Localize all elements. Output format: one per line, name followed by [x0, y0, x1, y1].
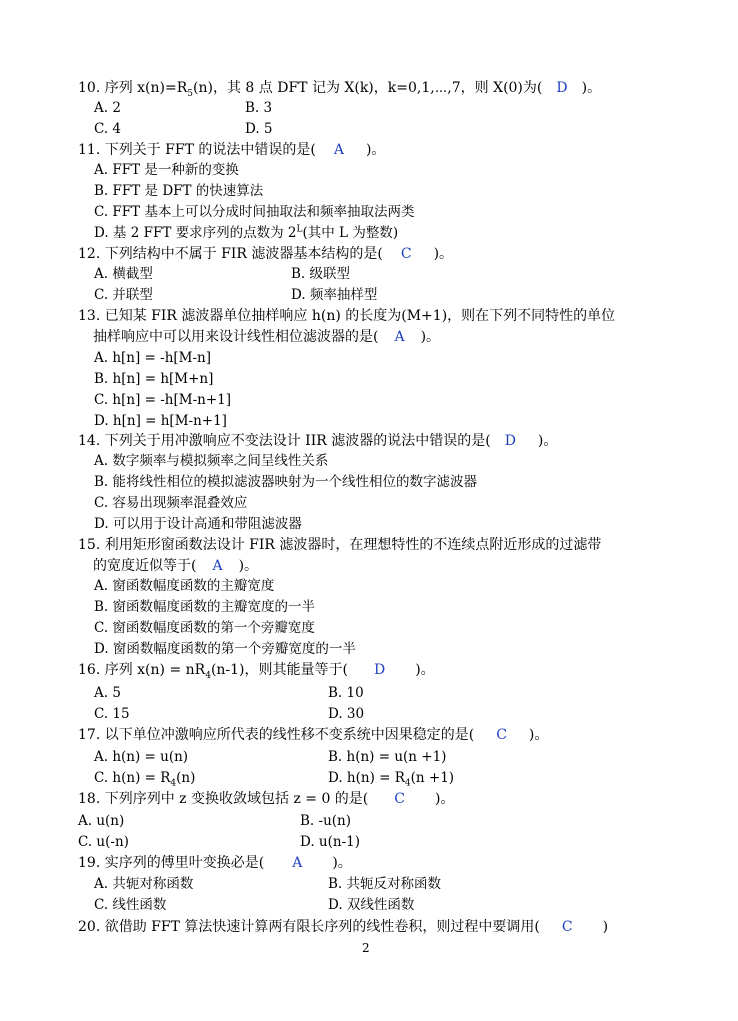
option-b: B. 窗函数幅度函数的主瓣宽度的一半 — [94, 599, 316, 615]
answer-mark: A — [212, 558, 223, 574]
question-12-stem: 12. 下列结构中不属于 FIR 滤波器基本结构的是( C )。 — [78, 246, 454, 262]
option-b: B. 10 — [328, 685, 364, 701]
option-a: A. 横截型 — [94, 266, 153, 282]
answer-mark: A — [394, 329, 405, 345]
question-11-stem: 11. 下列关于 FFT 的说法中错误的是( A )。 — [78, 142, 386, 158]
answer-mark: C — [394, 791, 405, 807]
option-a: A. h[n] = -h[M-n] — [94, 350, 212, 366]
answer-mark: D — [504, 433, 516, 449]
answer-mark: A — [292, 855, 303, 871]
option-c: C. 15 — [94, 706, 130, 722]
option-d: D. $h(n) = R_4(n +1)$ — [328, 770, 455, 789]
page-number: 2 — [362, 941, 370, 955]
option-c: C. 4 — [94, 121, 122, 137]
option-a: A. FFT 是一种新的变换 — [94, 162, 239, 178]
question-10-stem: 10. 序列 $x(n)=R_5(n)$，其 8 点 DFT 记为 X(k)，k=0,1,⋯,7，则 X(0)为( D )。 — [78, 80, 602, 99]
option-d: D. 频率抽样型 — [291, 287, 378, 303]
option-c: C. FFT 基本上可以分成时间抽取法和频率抽取法两类 — [94, 204, 415, 220]
option-d: D. 30 — [328, 706, 365, 722]
option-b: B. 共轭反对称函数 — [328, 876, 442, 892]
question-15-stem-line2: 的宽度近似等于( A )。 — [93, 558, 259, 574]
question-20-stem: 20. 欲借助 FFT 算法快速计算两有限长序列的线性卷积，则过程中要调用( C ) — [78, 919, 609, 935]
question-15-stem-line1: 15. 利用矩形窗函数法设计 FIR 滤波器时，在理想特性的不连续点附近形成的过滤带 — [78, 537, 602, 553]
option-d: D. 基 2 FFT 要求序列的点数为 $2^L$(其中 L 为整数) — [94, 224, 399, 241]
question-19-stem: 19. 实序列的傅里叶变换必是( A )。 — [78, 855, 352, 871]
answer-mark: D — [373, 662, 386, 678]
answer-mark: D — [556, 80, 568, 96]
answer-mark: C — [561, 919, 573, 935]
option-b: B. FFT 是 DFT 的快速算法 — [94, 183, 264, 199]
option-d: D. 可以用于设计高通和带阻滤波器 — [94, 516, 302, 532]
option-a: A. 窗函数幅度函数的主瓣宽度 — [94, 578, 275, 594]
answer-mark: A — [333, 142, 344, 158]
option-c: C. 线性函数 — [94, 897, 167, 913]
option-a: A. 2 — [94, 100, 121, 116]
option-a: A. h(n) = u(n) — [94, 749, 189, 765]
option-c: C. h[n] = -h[M-n+1] — [94, 392, 232, 408]
option-d: D. 5 — [245, 121, 273, 137]
option-b: B. 能将线性相位的模拟滤波器映射为一个线性相位的数字滤波器 — [94, 474, 478, 490]
option-c: C. $h(n) = R_4(n)$ — [94, 770, 196, 789]
answer-mark: C — [400, 246, 412, 262]
option-a: A. u(n) — [78, 813, 125, 829]
option-a: A. 共轭对称函数 — [94, 876, 194, 892]
option-b: B. 级联型 — [291, 266, 351, 282]
question-14-stem: 14. 下列关于用冲激响应不变法设计 IIR 滤波器的说法中错误的是( D )。 — [78, 433, 558, 449]
question-16-stem: 16. 序列 $x(n) = nR_4(n-1)$，则其能量等于( D )。 — [78, 662, 435, 681]
option-a: A. 5 — [94, 685, 121, 701]
option-c: C. 窗函数幅度函数的第一个旁瓣宽度 — [94, 620, 315, 636]
answer-mark: C — [496, 727, 507, 743]
option-d: D. u(n-1) — [300, 834, 360, 850]
option-d: D. h[n] = h[M-n+1] — [94, 413, 227, 429]
option-b: B. h[n] = h[M+n] — [94, 371, 214, 387]
option-d: D. 双线性函数 — [328, 897, 415, 913]
question-13-stem-line1: 13. 已知某 FIR 滤波器单位抽样响应 h(n) 的长度为(M+1)，则在下列不同特性的单位 — [78, 308, 616, 324]
option-c: C. 容易出现频率混叠效应 — [94, 495, 248, 511]
option-b: B. -u(n) — [300, 813, 351, 829]
option-d: D. 窗函数幅度函数的第一个旁瓣宽度的一半 — [94, 641, 356, 657]
option-a: A. 数字频率与模拟频率之间呈线性关系 — [94, 453, 329, 469]
question-17-stem: 17. 以下单位冲激响应所代表的线性移不变系统中因果稳定的是( C )。 — [78, 727, 549, 743]
question-18-stem: 18. 下列序列中 z 变换收敛域包括 z = 0 的是( C )。 — [78, 791, 455, 807]
option-b: B. 3 — [245, 100, 273, 116]
option-c: C. u(-n) — [78, 834, 129, 850]
option-b: B. h(n) = u(n +1) — [328, 749, 447, 765]
option-c: C. 并联型 — [94, 287, 153, 303]
question-13-stem-line2: 抽样响应中可以用来设计线性相位滤波器的是( A )。 — [93, 329, 441, 345]
